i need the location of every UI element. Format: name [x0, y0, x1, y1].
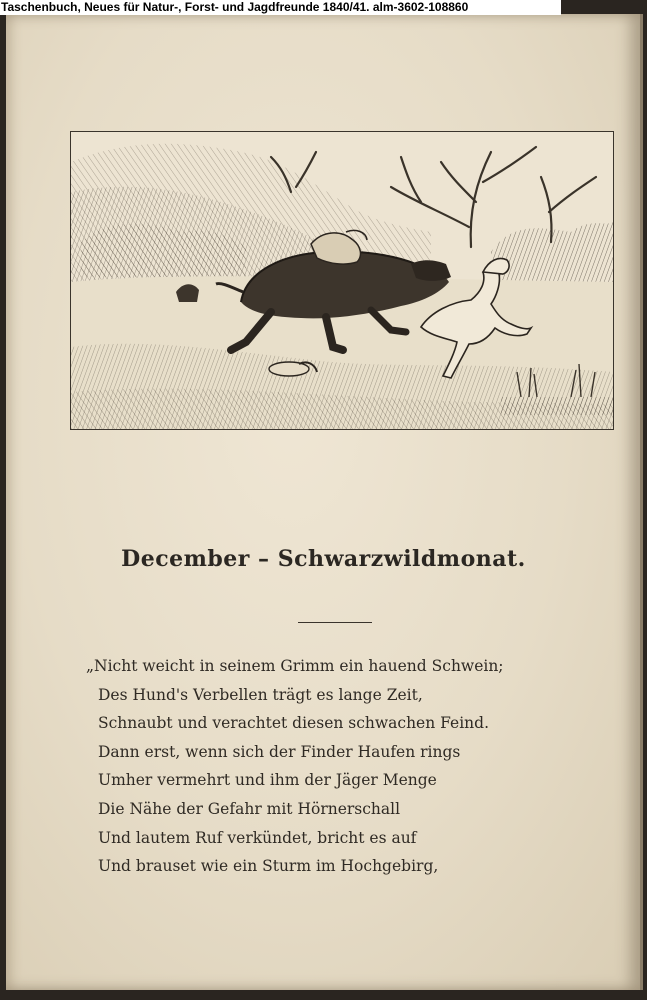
boar-hunt-illustration	[70, 131, 614, 430]
archive-caption: Taschenbuch, Neues für Natur-, Forst- und Jagdfreunde 1840/41. alm-3602-108860	[0, 0, 561, 15]
chapter-title: December – Schwarzwildmonat.	[121, 546, 526, 572]
poem-line: „Nicht weicht in seinem Grimm ein hauend Schwein;	[86, 657, 504, 675]
poem-line: Und brauset wie ein Sturm im Hochgebirg,	[98, 857, 439, 876]
title-divider	[298, 622, 372, 623]
poem-line: Dann erst, wenn sich der Finder Haufen rings	[98, 742, 461, 761]
poem-line: Des Hund's Verbellen trägt es lange Zeit,	[98, 685, 423, 704]
poem-text	[86, 652, 598, 881]
poem-line: Und lautem Ruf verkündet, bricht es auf	[98, 828, 417, 847]
poem-line: Umher vermehrt und ihm der Jäger Menge	[98, 771, 437, 790]
poem-line: Die Nähe der Gefahr mit Hörnerschall	[98, 799, 401, 818]
poem-line: Schnaubt und verachtet diesen schwachen Feind.	[98, 714, 490, 733]
